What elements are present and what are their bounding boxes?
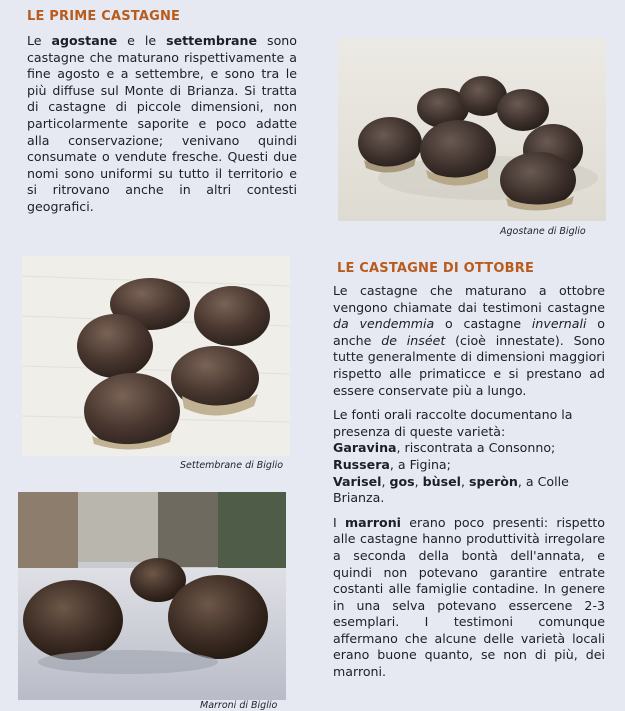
text: , riscontrata a Consonno; xyxy=(396,440,556,456)
caption-settembrane: Settembrane di Biglio xyxy=(180,460,284,471)
variety-gos: gos xyxy=(389,473,415,489)
text: , xyxy=(461,473,470,489)
variety-russera: Russera xyxy=(333,456,390,472)
text: I xyxy=(333,514,346,530)
photo-marroni xyxy=(18,492,286,700)
photo-agostane xyxy=(338,38,606,221)
paragraph-varieta xyxy=(333,407,605,507)
caption-agostane: Agostane di Biglio xyxy=(500,226,586,237)
section-heading-prime-castagne: LE PRIME CASTAGNE xyxy=(27,9,181,24)
chestnuts-illustration xyxy=(18,492,286,700)
text: sono castagne che maturano rispettivamente a fine agosto e a settembre, e sono tra le più diffuse sul Monte di Brianza. Si tratta di castagne di piccole dimensioni, non particolarmente saporite e poco adatte alla conservazione; venivano quindi consumate o vendute fresche. Questi due nomi sono uniformi su tutto il territorio e si ritrovano anche in altri contesti geografici. xyxy=(27,33,297,214)
text: o castagne xyxy=(434,316,532,332)
term-marroni: marroni xyxy=(345,514,401,530)
text: , xyxy=(414,473,423,489)
text: e le xyxy=(117,33,167,48)
text: Le xyxy=(27,33,52,48)
chestnuts-illustration xyxy=(338,38,606,221)
text: Le fonti orali raccolte documentano la presenza di queste varietà: xyxy=(333,407,573,439)
text: (cioè innestate). Sono tutte generalmente di dimensioni maggiori rispetto alle primaticce e si prestano ad essere conservate più a lungo. xyxy=(333,332,605,398)
text: , a Colle Brianza. xyxy=(333,473,569,506)
paragraph-castagne-ottobre xyxy=(333,283,605,399)
text: o anche xyxy=(333,316,605,348)
term-agostane: agostane xyxy=(51,33,118,48)
section-heading-castagne-ottobre: LE CASTAGNE DI OTTOBRE xyxy=(337,261,535,276)
term-invernali: invernali xyxy=(531,316,587,332)
variety-busel: bùsel xyxy=(422,473,461,489)
variety-varisel: Varisel xyxy=(333,473,382,489)
paragraph-marroni xyxy=(333,515,605,681)
section-ottobre-text xyxy=(333,283,605,681)
text: Le castagne che maturano a ottobre vengono chiamate dai testimoni castagne xyxy=(333,283,605,315)
term-da-vendemmia: da vendemmia xyxy=(333,316,435,332)
caption-marroni: Marroni di Biglio xyxy=(200,700,278,711)
variety-speron: speròn xyxy=(469,473,518,489)
term-de-inseet: de inséet xyxy=(381,332,446,348)
text: , a Figina; xyxy=(389,456,451,472)
text: erano poco presenti: rispetto alle castagne hanno produttività irregolare a seconda della bontà dell'annata, e quindi non potevano garantire entrate costanti alle famiglie contadine. In genere in una selva potevano essercene 2-3 esemplari. I testimoni comunque affermano che alcune delle varietà locali erano buone quanto, se non di più, dei marroni. xyxy=(333,514,605,680)
term-settembrane: settembrane xyxy=(166,33,258,48)
variety-garavina: Garavina xyxy=(333,440,397,456)
photo-settembrane xyxy=(22,256,290,456)
chestnuts-illustration xyxy=(22,256,290,456)
paragraph-prime-castagne xyxy=(27,33,297,216)
text: , xyxy=(381,473,390,489)
